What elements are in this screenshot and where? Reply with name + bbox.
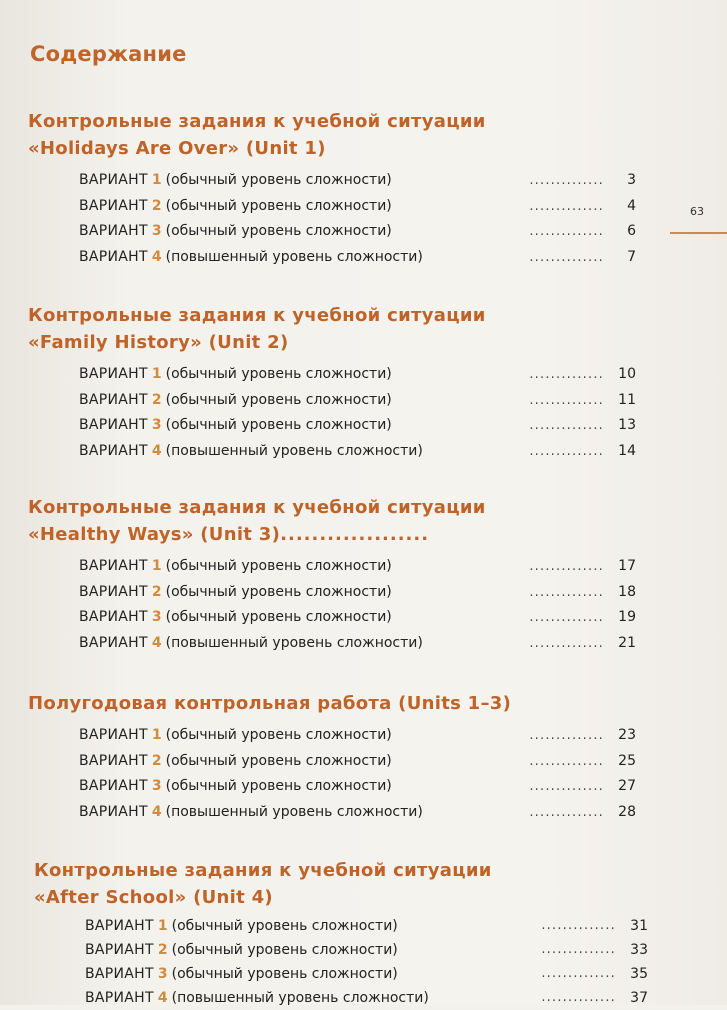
entry-description: (обычный уровень сложности): [165, 366, 392, 382]
entry-page: 13: [618, 417, 636, 433]
entry-page: 33: [630, 942, 648, 958]
entry-page: 19: [618, 609, 636, 625]
entry-label: ВАРИАНТ: [79, 172, 148, 188]
section-heading: [28, 494, 648, 548]
dot-leader: ..............: [529, 443, 604, 459]
dot-leader: ..............: [529, 728, 604, 743]
entry-label: ВАРИАНТ: [79, 634, 148, 651]
toc-section-unit-3: [28, 494, 648, 656]
entry-description: (обычный уровень сложности): [165, 778, 392, 794]
section-heading: [28, 690, 648, 717]
entry-page: 14: [618, 442, 636, 459]
section-heading-line2: «Healthy Ways» (Unit 3): [28, 524, 281, 545]
dot-leader: ..............: [529, 610, 604, 625]
entry-page: 3: [627, 172, 636, 188]
entry-number: 2: [151, 391, 162, 408]
dot-leader: ..............: [529, 198, 604, 214]
entry-number: 1: [151, 172, 162, 188]
section-heading-line1: Контрольные задания к учебной ситуации: [34, 860, 492, 881]
dot-leader: ..............: [529, 367, 604, 382]
page-number: 63: [690, 205, 704, 218]
entry-number: 1: [151, 558, 162, 574]
toc-entry[interactable]: [28, 439, 648, 465]
entry-page: 28: [618, 803, 636, 820]
entry-page: 31: [630, 918, 648, 934]
entry-description: (обычный уровень сложности): [165, 583, 392, 600]
entry-number: 3: [151, 223, 162, 239]
toc-entry[interactable]: [34, 962, 654, 986]
dot-leader: ..............: [541, 990, 616, 1005]
toc-entry[interactable]: [34, 986, 654, 1010]
entry-label: ВАРИАНТ: [85, 966, 154, 982]
entry-label: ВАРИАНТ: [79, 366, 148, 382]
section-heading-line1: Контрольные задания к учебной ситуации: [28, 305, 486, 326]
toc-title: Содержание: [30, 42, 187, 66]
entry-description: (обычный уровень сложности): [165, 391, 392, 408]
section-heading-line1: Контрольные задания к учебной ситуации: [28, 497, 486, 518]
toc-entry[interactable]: [28, 219, 648, 245]
entry-label: ВАРИАНТ: [79, 778, 148, 794]
entry-label: ВАРИАНТ: [79, 197, 148, 214]
toc-section-midterm: [28, 690, 648, 825]
entry-label: ВАРИАНТ: [79, 223, 148, 239]
entry-number: 4: [151, 803, 162, 820]
entry-page: 35: [630, 966, 648, 982]
entry-label: ВАРИАНТ: [79, 391, 148, 408]
section-heading-line2: «After School» (Unit 4): [34, 887, 273, 908]
entry-number: 3: [157, 966, 168, 982]
dot-leader: ..............: [529, 635, 604, 651]
heading-dot-leader: ...................: [280, 524, 430, 545]
entry-number: 2: [151, 197, 162, 214]
entry-number: 3: [151, 778, 162, 794]
dot-leader: ..............: [541, 942, 616, 957]
toc-entry[interactable]: [28, 580, 648, 606]
entry-page: 37: [630, 990, 648, 1006]
entry-page: 25: [618, 752, 636, 769]
entry-number: 2: [151, 752, 162, 769]
toc-section-unit-2: [28, 302, 648, 464]
entry-description: (повышенный уровень сложности): [171, 990, 429, 1006]
section-heading-line1: Полугодовая контрольная работа (Units 1–3): [28, 693, 512, 714]
dot-leader: ..............: [529, 584, 604, 600]
entry-description: (обычный уровень сложности): [171, 966, 398, 982]
toc-entry[interactable]: [34, 914, 654, 938]
toc-entry[interactable]: [28, 388, 648, 414]
entry-description: (повышенный уровень сложности): [165, 803, 423, 820]
toc-entry[interactable]: [28, 194, 648, 220]
toc-entry[interactable]: [34, 938, 654, 962]
entry-number: 2: [157, 942, 168, 958]
entry-list: [28, 362, 648, 464]
entry-label: ВАРИАНТ: [85, 990, 154, 1006]
entry-number: 4: [151, 634, 162, 651]
toc-entry[interactable]: [28, 631, 648, 657]
entry-page: 7: [627, 248, 636, 265]
entry-description: (обычный уровень сложности): [171, 942, 398, 958]
entry-page: 23: [618, 727, 636, 743]
dot-leader: ..............: [529, 224, 604, 239]
dot-leader: ..............: [541, 966, 616, 981]
toc-entry[interactable]: [28, 800, 648, 826]
toc-entry[interactable]: [28, 168, 648, 194]
section-heading-line2: «Family History» (Unit 2): [28, 332, 289, 353]
entry-page: 10: [618, 366, 636, 382]
entry-number: 1: [151, 366, 162, 382]
entry-number: 3: [151, 609, 162, 625]
section-heading: [28, 302, 648, 356]
entry-description: (обычный уровень сложности): [165, 172, 392, 188]
toc-entry[interactable]: [28, 413, 648, 439]
entry-label: ВАРИАНТ: [79, 727, 148, 743]
entry-label: ВАРИАНТ: [85, 918, 154, 934]
entry-list: [28, 554, 648, 656]
entry-description: (обычный уровень сложности): [165, 223, 392, 239]
toc-entry[interactable]: [28, 774, 648, 800]
entry-description: (повышенный уровень сложности): [165, 442, 423, 459]
section-heading: [28, 108, 648, 162]
entry-description: (обычный уровень сложности): [165, 558, 392, 574]
entry-label: ВАРИАНТ: [79, 583, 148, 600]
entry-label: ВАРИАНТ: [79, 803, 148, 820]
toc-entry[interactable]: [28, 723, 648, 749]
section-heading-line1: Контрольные задания к учебной ситуации: [28, 111, 486, 132]
entry-label: ВАРИАНТ: [79, 442, 148, 459]
toc-entry[interactable]: [28, 362, 648, 388]
entry-label: ВАРИАНТ: [85, 942, 154, 958]
toc-entry[interactable]: [28, 605, 648, 631]
entry-page: 4: [627, 197, 636, 214]
dot-leader: ..............: [529, 779, 604, 794]
entry-page: 6: [627, 223, 636, 239]
entry-number: 3: [151, 417, 162, 433]
entry-description: (обычный уровень сложности): [165, 752, 392, 769]
entry-description: (обычный уровень сложности): [165, 727, 392, 743]
entry-description: (повышенный уровень сложности): [165, 634, 423, 651]
dot-leader: ..............: [529, 418, 604, 433]
entry-page: 18: [618, 583, 636, 600]
toc-entry[interactable]: [28, 554, 648, 580]
dot-leader: ..............: [529, 249, 604, 265]
dot-leader: ..............: [529, 559, 604, 574]
entry-label: ВАРИАНТ: [79, 417, 148, 433]
dot-leader: ..............: [529, 392, 604, 408]
entry-list: [34, 914, 654, 1010]
entry-description: (обычный уровень сложности): [165, 609, 392, 625]
section-heading: [34, 857, 654, 911]
entry-list: [28, 723, 648, 825]
entry-label: ВАРИАНТ: [79, 609, 148, 625]
dot-leader: ..............: [529, 173, 604, 188]
section-heading-line2: «Holidays Are Over» (Unit 1): [28, 138, 326, 159]
entry-label: ВАРИАНТ: [79, 558, 148, 574]
entry-description: (обычный уровень сложности): [165, 197, 392, 214]
entry-label: ВАРИАНТ: [79, 248, 148, 265]
entry-page: 27: [618, 778, 636, 794]
entry-list: [28, 168, 648, 270]
toc-section-unit-1: [28, 108, 648, 270]
entry-number: 4: [151, 442, 162, 459]
entry-description: (обычный уровень сложности): [165, 417, 392, 433]
entry-number: 1: [151, 727, 162, 743]
entry-page: 11: [618, 391, 636, 408]
entry-page: 17: [618, 558, 636, 574]
entry-number: 1: [157, 918, 168, 934]
toc-section-unit-4: [34, 857, 654, 1010]
margin-rule: [670, 232, 727, 234]
entry-description: (повышенный уровень сложности): [165, 248, 423, 265]
entry-description: (обычный уровень сложности): [171, 918, 398, 934]
entry-number: 4: [151, 248, 162, 265]
entry-number: 4: [157, 990, 168, 1006]
entry-page: 21: [618, 634, 636, 651]
entry-number: 2: [151, 583, 162, 600]
toc-entry[interactable]: [28, 749, 648, 775]
dot-leader: ..............: [541, 918, 616, 933]
toc-entry[interactable]: [28, 245, 648, 271]
entry-label: ВАРИАНТ: [79, 752, 148, 769]
dot-leader: ..............: [529, 753, 604, 769]
dot-leader: ..............: [529, 804, 604, 820]
